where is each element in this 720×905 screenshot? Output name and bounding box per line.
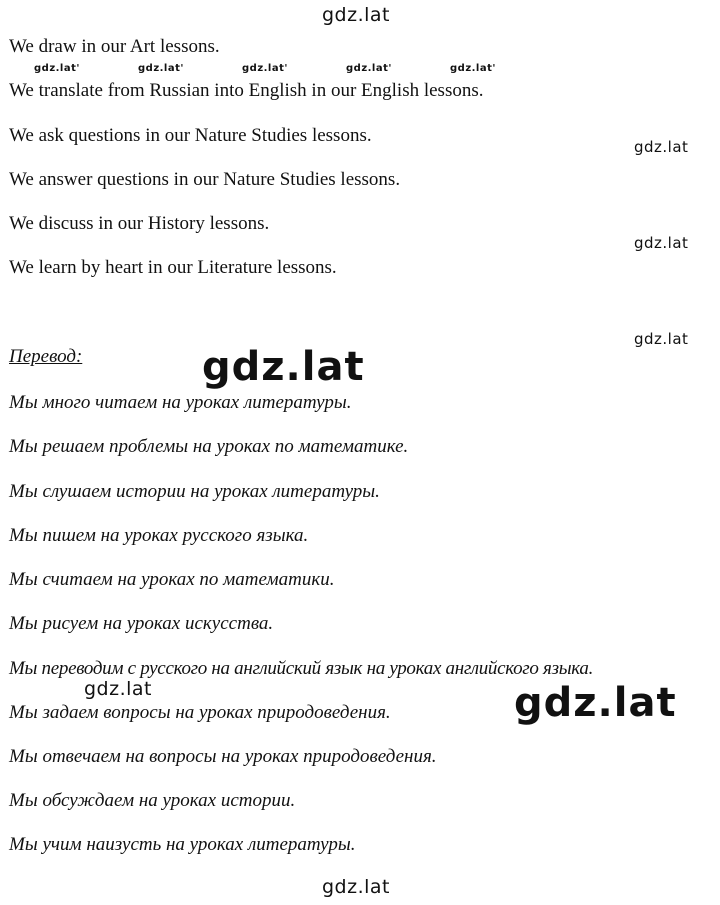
russian-line: Мы задаем вопросы на уроках природоведения. [9,702,391,723]
russian-line: Мы обсуждаем на уроках истории. [9,790,296,811]
watermark-right: gdz.lat [634,234,689,252]
watermark-large: gdz.lat [202,344,365,390]
russian-line: Мы слушаем истории на уроках литературы. [9,481,380,502]
russian-line: Мы много читаем на уроках литературы. [9,392,352,413]
english-line: We learn by heart in our Literature lessons. [9,257,337,278]
watermark-right: gdz.lat [634,330,689,348]
russian-line: Мы решаем проблемы на уроках по математике. [9,436,409,457]
english-line: We translate from Russian into English in our English lessons. [9,80,484,101]
russian-line: Мы пишем на уроках русского языка. [9,525,309,546]
russian-line: Мы считаем на уроках по математики. [9,569,335,590]
translation-heading: Перевод: [9,346,83,367]
watermark-mid-left: gdz.lat [84,678,153,700]
watermark-tiny: gdz.lat' [450,63,496,74]
watermark-tiny: gdz.lat' [34,63,80,74]
russian-line: Мы отвечаем на вопросы на уроках природоведения. [9,746,437,767]
watermark-top: gdz.lat [322,4,391,26]
watermark-tiny: gdz.lat' [346,63,392,74]
english-line: We draw in our Art lessons. [9,36,220,57]
english-line: We answer questions in our Nature Studies lessons. [9,169,401,190]
watermark-bottom: gdz.lat [322,876,391,898]
russian-line: Мы рисуем на уроках искусства. [9,613,274,634]
russian-line: Мы учим наизусть на уроках литературы. [9,834,356,855]
english-line: We discuss in our History lessons. [9,213,270,234]
watermark-large: gdz.lat [514,680,677,726]
watermark-tiny: gdz.lat' [138,63,184,74]
watermark-tiny: gdz.lat' [242,63,288,74]
russian-line: Мы переводим с русского на английский язык на уроках английского языка. [9,658,594,679]
watermark-right: gdz.lat [634,138,689,156]
english-line: We ask questions in our Nature Studies lessons. [9,125,372,146]
